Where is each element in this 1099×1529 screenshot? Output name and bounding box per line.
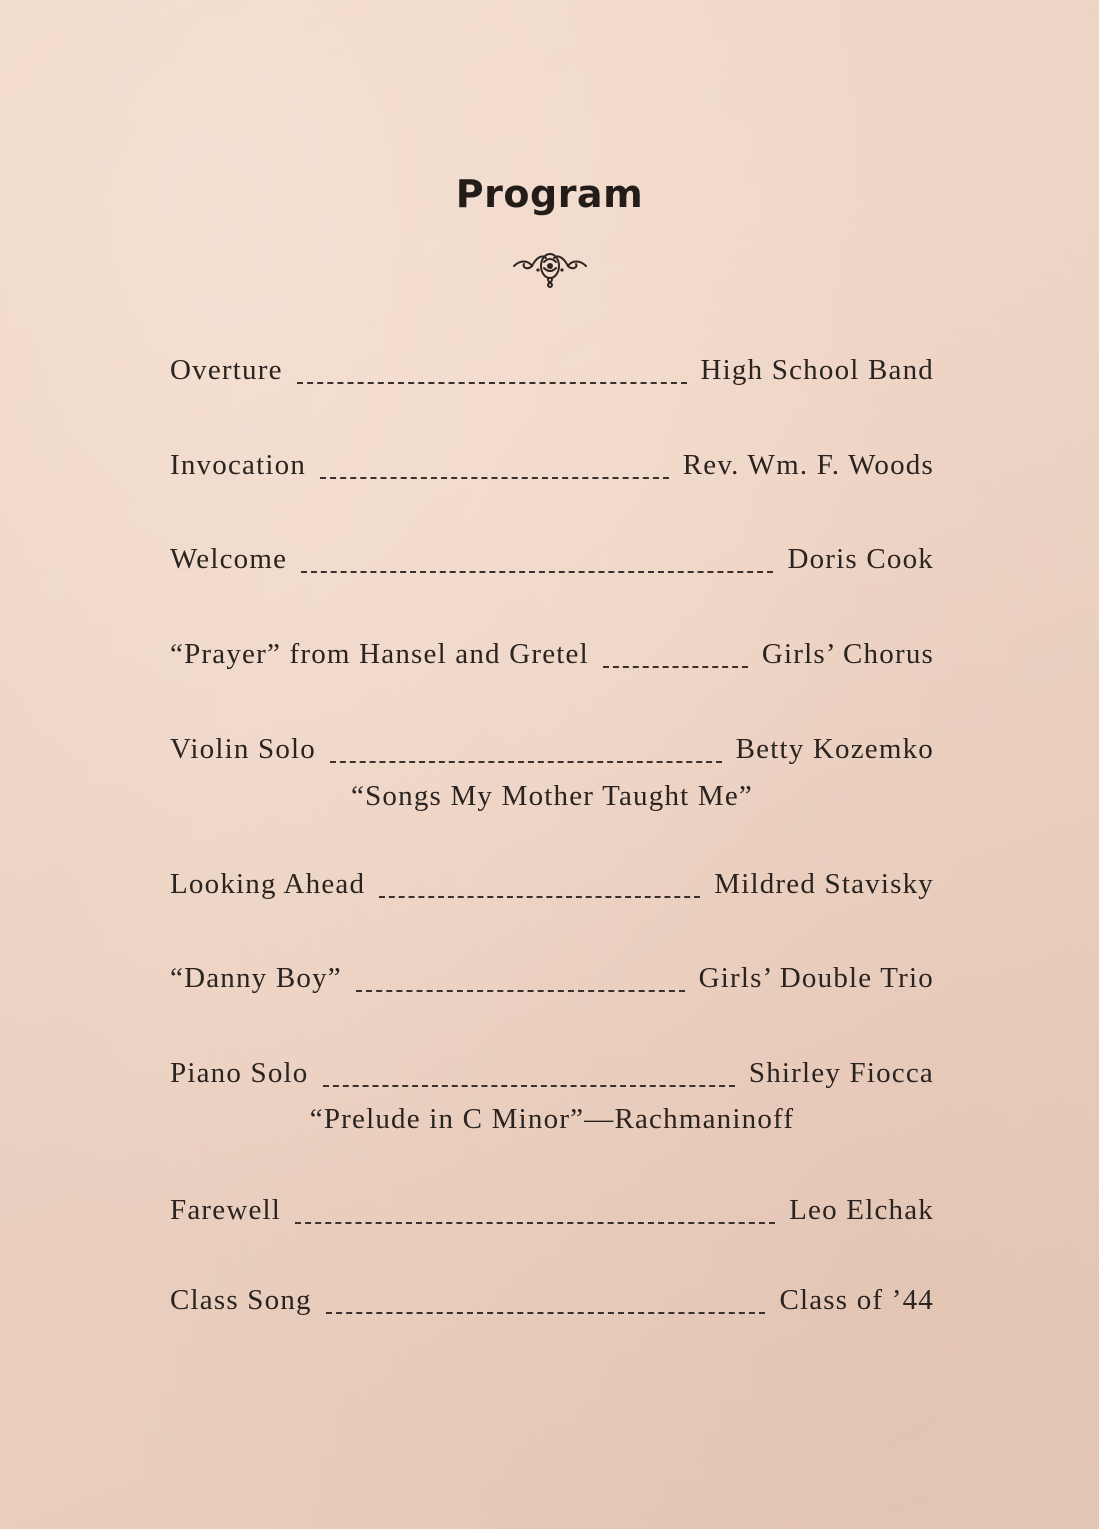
program-item: Overture [170,354,283,386]
dotted-leader [379,896,700,898]
program-row [170,1194,934,1234]
program-performer: Doris Cook [787,543,934,575]
program-performer: Leo Elchak [789,1194,934,1226]
program-performer: Mildred Stavisky [714,868,934,900]
dotted-leader [297,382,687,384]
program-row [170,1284,934,1324]
program-item: Invocation [170,449,307,481]
program-performer: Rev. Wm. F. Woods [682,449,934,481]
program-detail: “Prelude in C Minor”—Rachmaninoff [309,1103,795,1135]
dotted-leader [603,666,748,668]
program-performer: Betty Kozemko [735,733,934,765]
dotted-leader [295,1222,775,1224]
floral-ornament-icon [510,246,590,290]
program-performer: High School Band [700,354,934,386]
program-item: “Prayer” from Hansel and Gretel [170,638,589,670]
program-row [170,354,934,394]
dotted-leader [320,477,669,479]
program-item: Welcome [170,543,288,575]
program-performer: Girls’ Chorus [761,638,934,670]
program-item: Violin Solo [170,733,317,765]
program-row [170,449,934,489]
program-performer: Shirley Fiocca [748,1057,934,1089]
page-title: Program [455,172,644,216]
program-item: Looking Ahead [170,868,366,900]
dotted-leader [323,1085,735,1087]
dotted-leader [356,990,685,992]
dotted-leader [330,761,722,763]
program-item: Piano Solo [170,1057,309,1089]
program-row [170,638,934,678]
program-row [170,962,934,1002]
program-detail: “Songs My Mother Taught Me” [351,780,753,812]
program-item: Class Song [170,1284,312,1316]
program-performer: Girls’ Double Trio [698,962,934,994]
program-row [170,1057,934,1097]
program-row [170,733,934,773]
program-row [170,868,934,908]
program-performer: Class of ’44 [779,1284,934,1316]
program-item: Farewell [170,1194,282,1226]
program-row [170,543,934,583]
program-item: “Danny Boy” [170,962,342,994]
dotted-leader [326,1312,766,1314]
dotted-leader [301,571,773,573]
